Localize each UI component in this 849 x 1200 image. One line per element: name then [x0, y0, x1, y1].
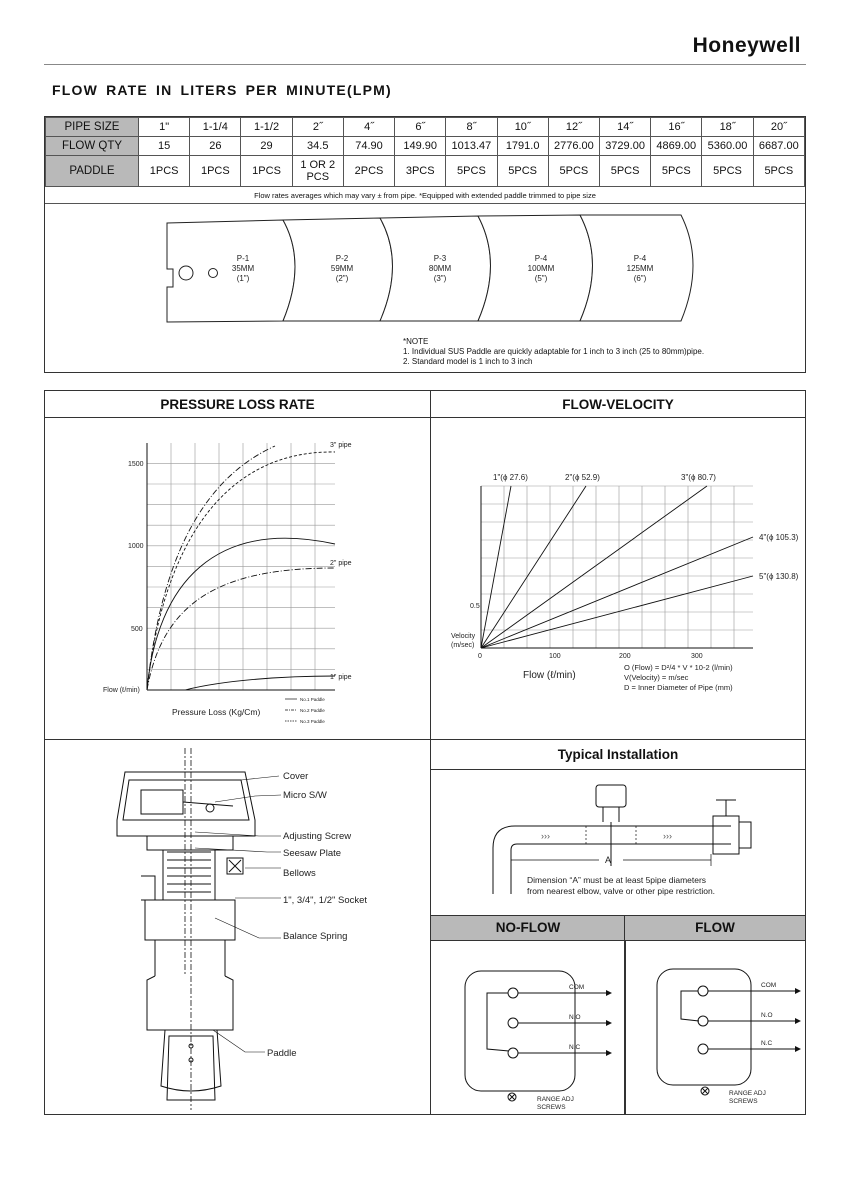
svg-text:›››: ››› — [663, 831, 672, 841]
assembly-drawing — [45, 740, 430, 1114]
flow-qty-cell: 26 — [190, 137, 241, 156]
no-flow-switch-diagram — [431, 941, 625, 1115]
paddle-1-inch: (1") — [236, 274, 250, 283]
paddle-cell-line-1: 5PCS — [661, 165, 691, 177]
fv-line-label-4: 4"(ϕ 105.3) — [759, 533, 799, 542]
paddle-cell — [395, 156, 446, 187]
pl-legend-3: No.3 Paddle — [300, 719, 325, 724]
pipe-size-row — [46, 118, 805, 137]
pl-legend-1: No.1 Paddle — [300, 697, 325, 702]
no-flow-nc: N.C — [569, 1044, 581, 1051]
no-flow-title: NO-FLOW — [495, 920, 561, 935]
label-socket: 1", 3/4", 1/2" Socket — [283, 895, 368, 906]
fv-formula-3: D = Inner Diameter of Pipe (mm) — [624, 683, 733, 692]
paddle-cell-line-1: 1PCS — [252, 165, 281, 177]
flow-qty-cell: 149.90 — [395, 137, 446, 156]
installation-drawing — [431, 770, 805, 916]
paddle-cell-line-1: 1PCS — [149, 165, 179, 177]
paddle-cell-line-1: 5PCS — [457, 165, 486, 177]
fv-ylabel-2: (m/sec) — [451, 642, 475, 649]
flow-com: COM — [761, 982, 777, 989]
no-flow-adj-2: SCREWS — [537, 1104, 566, 1111]
note-line-1: 1. Individual SUS Paddle are quickly adaptable for 1 inch to 3 inch (25 to 80mm)pipe. — [403, 347, 705, 356]
flow-title: FLOW — [695, 920, 735, 935]
pl-curve-label-1in: 1" pipe — [330, 674, 352, 681]
paddle-note — [403, 337, 704, 367]
pipe-size-cell: 20˝ — [753, 118, 804, 137]
pipe-size-cell: 16˝ — [651, 118, 702, 137]
paddle-cell-line-1: 5PCS — [508, 165, 538, 177]
paddle-cell — [343, 156, 394, 187]
paddle-2-id: P-2 — [335, 254, 349, 263]
paddle-cell — [446, 156, 497, 187]
flow-qty-cell: 2776.00 — [548, 137, 599, 156]
table-note: Flow rates averages which may vary ± from pipe. *Equipped with extended paddle trimmed to pipe size — [45, 189, 805, 204]
no-flow-com: COM — [569, 984, 585, 991]
paddle-5-id: P-4 — [633, 254, 647, 263]
paddle-1-id: P-1 — [236, 254, 250, 263]
no-flow-no: N.O — [569, 1014, 581, 1021]
installation-text-2: from nearest elbow, valve or other pipe restriction. — [527, 886, 716, 896]
note-heading: *NOTE — [403, 337, 429, 346]
fv-line-label-3: 3"(ϕ 80.7) — [681, 473, 716, 482]
installation-panel — [430, 739, 806, 917]
paddle-cell-line-1: 5PCS — [610, 165, 640, 177]
pressure-loss-panel — [44, 390, 431, 740]
paddle-cell — [599, 156, 650, 187]
label-balance-spring: Balance Spring — [283, 931, 348, 942]
paddle-3-inch: (3") — [433, 274, 447, 283]
assembly-panel — [44, 739, 431, 1115]
flow-velocity-panel — [430, 390, 806, 740]
fv-ytick-05: 0.5 — [470, 603, 480, 610]
pl-curve-label-2in: 2" pipe — [330, 560, 352, 567]
paddle-cell — [190, 156, 241, 187]
fv-xtick-300: 300 — [691, 653, 703, 660]
flow-qty-row — [46, 137, 805, 156]
pipe-size-cell: 14˝ — [599, 118, 650, 137]
paddle-cell-line-1: 3PCS — [405, 165, 435, 177]
paddle-4-inch: (5") — [534, 274, 548, 283]
pipe-size-cell: 2˝ — [292, 118, 343, 137]
flow-qty-cell: 29 — [241, 137, 292, 156]
paddle-cell — [702, 156, 753, 187]
fv-xlabel: Flow (ℓ/min) — [523, 670, 576, 681]
pipe-size-cell: 10˝ — [497, 118, 548, 137]
pl-ytick-500: 500 — [131, 626, 143, 633]
flow-qty-cell: 4869.00 — [651, 137, 702, 156]
paddle-cell — [139, 156, 190, 187]
brand-logo: Honeywell — [692, 34, 801, 57]
paddle-row — [46, 156, 805, 187]
label-cover: Cover — [283, 771, 309, 782]
pipe-size-cell: 1-1/4 — [190, 118, 241, 137]
flow-qty-cell: 6687.00 — [753, 137, 804, 156]
paddle-cell — [292, 156, 343, 187]
pl-ytick-1000: 1000 — [128, 543, 144, 550]
flow-qty-cell: 15 — [139, 137, 190, 156]
flow-adj-2: SCREWS — [729, 1098, 758, 1105]
paddle-cell-line-1: 5PCS — [764, 165, 794, 177]
dimension-a-label: A — [605, 855, 612, 865]
pl-curve-label-3in: 3" pipe — [330, 442, 352, 449]
pl-ylabel: Flow (ℓ/min) — [103, 687, 140, 694]
flow-adj-1: RANGE ADJ — [729, 1090, 766, 1097]
label-seesaw-plate: Seesaw Plate — [283, 848, 342, 859]
no-flow-panel — [430, 915, 626, 1115]
pl-legend-2: No.2 Paddle — [300, 708, 325, 713]
paddle-3-size: 80MM — [428, 264, 452, 273]
paddle-cell-line-1: 5PCS — [713, 165, 742, 177]
paddle-5-size: 125MM — [626, 264, 654, 273]
fv-line-label-1: 1"(ϕ 27.6) — [493, 473, 528, 482]
svg-text:›››: ››› — [541, 831, 550, 841]
paddle-2-inch: (2") — [335, 274, 349, 283]
paddle-5-inch: (6") — [633, 274, 647, 283]
paddle-cell — [548, 156, 599, 187]
paddle-cell — [497, 156, 548, 187]
flow-velocity-title: FLOW-VELOCITY — [562, 397, 674, 412]
paddle-1-size: 35MM — [231, 264, 255, 273]
paddle-cell — [651, 156, 702, 187]
pipe-size-cell: 1-1/2 — [241, 118, 292, 137]
paddle-cell-line-2: PCS — [306, 171, 330, 183]
flow-qty-cell: 74.90 — [343, 137, 394, 156]
paddle-3-id: P-3 — [433, 254, 447, 263]
paddle-cell-line-1: 5PCS — [559, 165, 589, 177]
flow-velocity-chart — [431, 418, 805, 740]
flow-switch-diagram — [625, 941, 805, 1115]
row-header-paddle: PADDLE — [46, 156, 139, 187]
header-divider — [44, 64, 806, 65]
pipe-size-cell: 4˝ — [343, 118, 394, 137]
paddle-2-size: 59MM — [330, 264, 354, 273]
page-title: FLOW RATE IN LITERS PER MINUTE(LPM) — [52, 82, 392, 98]
flow-no: N.O — [761, 1012, 773, 1019]
paddle-cell-line-1: 1 OR 2 — [300, 159, 336, 171]
fv-xtick-0: 0 — [478, 653, 482, 660]
fv-formula-2: V(Velocity) = m/sec — [624, 673, 689, 682]
spec-table — [45, 117, 805, 187]
label-paddle: Paddle — [267, 1048, 297, 1059]
pipe-size-cell: 18˝ — [702, 118, 753, 137]
paddle-cell-line-1: 1PCS — [200, 165, 230, 177]
flow-nc: N.C — [761, 1040, 773, 1047]
flow-qty-cell: 34.5 — [292, 137, 343, 156]
pl-xlabel: Pressure Loss (Kg/Cm) — [172, 707, 261, 717]
fv-formula-1: O (Flow) = D²/4 * V * 10-2 (l/min) — [624, 663, 733, 672]
installation-title: Typical Installation — [557, 747, 679, 762]
label-adjusting-screw: Adjusting Screw — [283, 831, 352, 842]
no-flow-adj-1: RANGE ADJ — [537, 1096, 574, 1103]
pl-ytick-1500: 1500 — [128, 461, 144, 468]
paddle-4-size: 100MM — [527, 264, 555, 273]
label-bellows: Bellows — [283, 868, 316, 879]
fv-xtick-200: 200 — [619, 653, 631, 660]
flow-qty-cell: 1013.47 — [446, 137, 497, 156]
fv-xtick-100: 100 — [549, 653, 561, 660]
row-header-pipe-size: PIPE SIZE — [46, 118, 139, 137]
note-line-2: 2. Standard model is 1 inch to 3 inch — [403, 357, 533, 366]
pipe-size-cell: 12˝ — [548, 118, 599, 137]
paddle-4-id: P-4 — [534, 254, 548, 263]
pipe-size-cell: 1" — [139, 118, 190, 137]
pressure-loss-title: PRESSURE LOSS RATE — [160, 397, 315, 412]
paddle-cell-line-1: 2PCS — [354, 165, 384, 177]
fv-ylabel-1: Velocity — [451, 633, 476, 640]
pipe-size-cell: 8˝ — [446, 118, 497, 137]
installation-text-1: Dimension “A” must be at least 5pipe diameters — [527, 875, 707, 885]
fv-line-label-5: 5"(ϕ 130.8) — [759, 572, 799, 581]
paddle-cell — [753, 156, 804, 187]
fv-line-label-2: 2"(ϕ 52.9) — [565, 473, 600, 482]
spec-table-box — [44, 116, 806, 373]
flow-qty-cell: 5360.00 — [702, 137, 753, 156]
flow-qty-cell: 3729.00 — [599, 137, 650, 156]
flow-panel — [624, 915, 806, 1115]
row-header-flow-qty: FLOW QTY — [46, 137, 139, 156]
paddle-cell — [241, 156, 292, 187]
pipe-size-cell: 6˝ — [395, 118, 446, 137]
flow-qty-cell: 1791.0 — [497, 137, 548, 156]
pressure-loss-chart — [45, 418, 430, 740]
label-micro-switch: Micro S/W — [283, 790, 327, 801]
